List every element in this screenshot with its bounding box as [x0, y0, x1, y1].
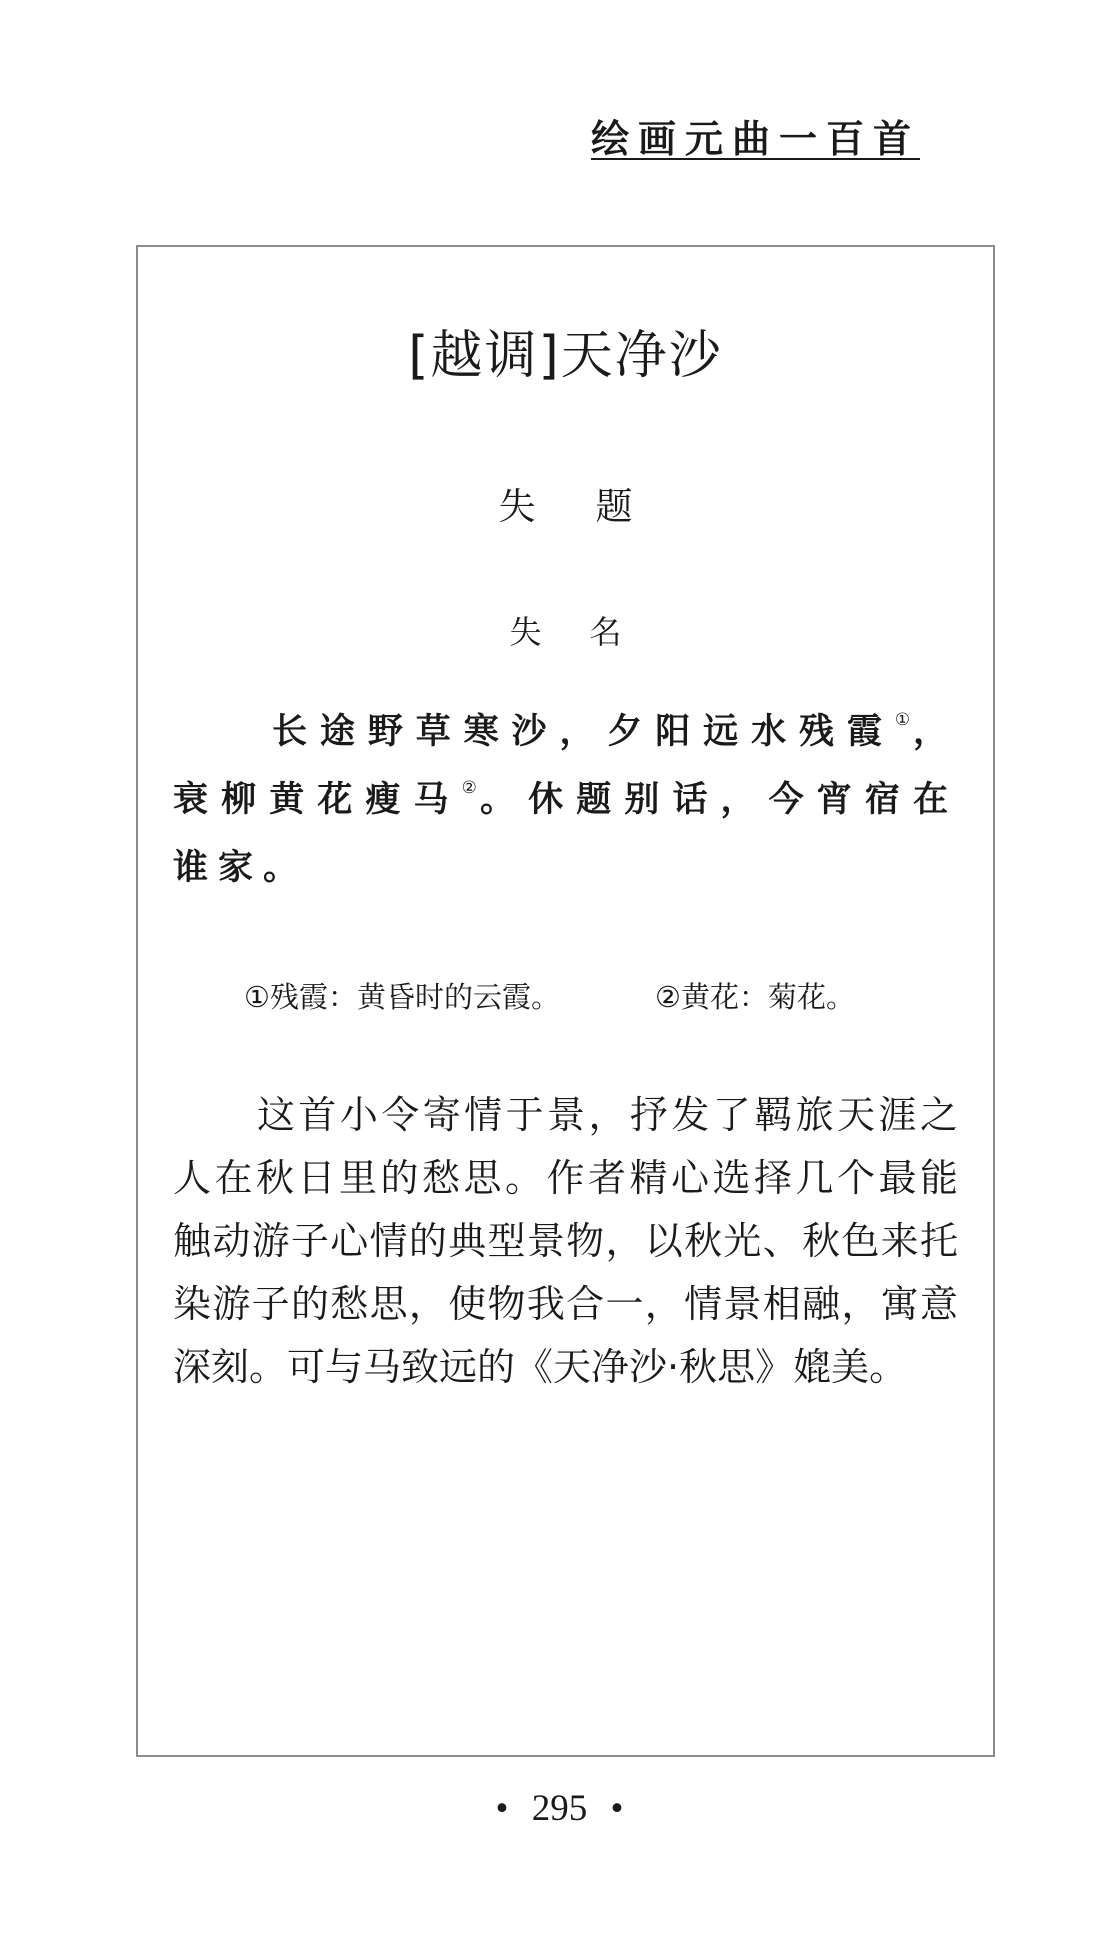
commentary-line: 触动游子心情的典型景物，以秋光、秋色来托: [173, 1219, 958, 1263]
commentary-paragraph: [173, 1084, 958, 1399]
poem-title: [越调]天净沙: [408, 326, 723, 386]
running-header-book-title: 绘画元曲一百首: [591, 116, 921, 161]
commentary-line: 这首小令寄情于景，抒发了羁旅天涯之: [257, 1093, 958, 1137]
commentary-line: 人在秋日里的愁思。作者精心选择几个最能: [173, 1156, 958, 1200]
poem-line-3-text: 谁家。: [173, 847, 309, 888]
footnote-1: ①残霞：黄昏时的云霞。: [244, 980, 560, 1014]
poem-line-1: [173, 698, 958, 766]
poem-subtitle-row: [136, 485, 995, 529]
poem-line-2-end: 。休题别话，今宵宿在: [480, 779, 958, 820]
poem-line-1-text: 长途野草寒沙，夕阳远水残霞: [272, 711, 895, 752]
poem-line-2-text: 衰柳黄花瘦马: [173, 779, 462, 820]
poem-line-1-end: ，: [912, 711, 958, 752]
commentary-line: 深刻。可与马致远的《天净沙·秋思》媲美。: [173, 1345, 908, 1389]
poem-author-row: [136, 612, 995, 652]
commentary-line: 染游子的愁思，使物我合一，情景相融，寓意: [173, 1282, 958, 1326]
footnote-marker-1: ①: [894, 710, 913, 730]
poem-line-3: [173, 834, 958, 902]
footnote-marker-2: ②: [461, 778, 481, 798]
page-number: • 295 •: [495, 1788, 624, 1829]
poem-line-2: [173, 766, 958, 834]
poem-author: 失名: [509, 613, 670, 651]
footnote-2: ②黄花：菊花。: [655, 980, 855, 1014]
footnotes: [244, 979, 958, 1015]
poem-subtitle: 失题: [498, 485, 693, 528]
poem-text: [173, 698, 958, 902]
